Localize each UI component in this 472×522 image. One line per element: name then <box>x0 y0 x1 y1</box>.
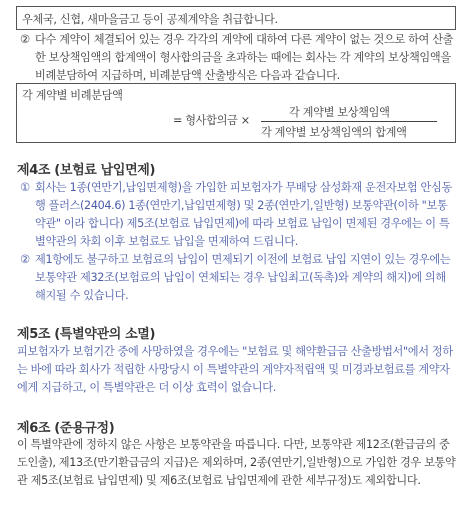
fraction-bar <box>261 121 437 122</box>
formula-denominator: 각 계약별 보상책임액의 합계액 <box>261 126 407 139</box>
formula-prefix: = 형사합의금 × <box>173 114 250 127</box>
note-box <box>16 6 456 30</box>
formula-box <box>16 83 456 143</box>
article-5-text: 피보험자가 보험기간 중에 사망하였을 경우에는 "보험료 및 해약환급금 산출방법서"에서 정하는 바에 따라 회사가 적립한 사망당시 이 특별약관의 계약자적립액 및 미경과보험료를 계약자에게 지급하고, 이 특별약관은 더 이상 효력이 없습니다. <box>17 345 453 394</box>
clause-text: 제1항에도 불구하고 보험료의 납입이 면제되기 이전에 보험료 납입 지연이 있는 경우에는 보통약관 제32조(보험료의 납입이 연체되는 경우 납입최고(독촉)와 계약의 해지)에 의해 해지될 수 있습니다. <box>35 253 451 302</box>
article-6-heading: 제6조 (준용규정) <box>17 421 115 436</box>
article-4-item-2 <box>20 251 454 305</box>
clause-number: ② <box>20 253 30 266</box>
clause-text: 회사는 1종(연만기,납입면제형)을 가입한 피보험자가 무배당 삼성화재 운전자보험 안심동행 플러스(2404.6) 1종(연만기,납입면제형) 및 2종(연만기,일반형) 보통약관(이하 "보통약관" 이라 합니다) 제5조(보험료 납입면제)에 따라 보험료 납입이 면제된 경우에는 이 특별약관의 차회 이후 보험료도 납입을 면제하여 드립니다. <box>35 181 452 248</box>
clause-item-2 <box>20 31 454 85</box>
clause-number: ① <box>20 181 30 194</box>
note-box-text: 우체국, 신협, 새마을금고 등이 공제계약을 취급합니다. <box>22 13 278 26</box>
article-4-heading: 제4조 (보험료 납입면제) <box>17 163 156 178</box>
clause-text: 다수 계약이 체결되어 있는 경우 각각의 계약에 대하여 다른 계약이 없는 것으로 하여 산출한 보상책임액의 합계액이 형사합의금을 초과하는 때에는 회사는 각 계약의 보상책임액을 비례분담하여 지급하며, 비례분담액 산출방식은 다음과 같습니다. <box>35 33 454 82</box>
clause-number: ② <box>20 33 30 46</box>
article-6-text: 이 특별약관에 정하지 않은 사항은 보통약관을 따릅니다. 다만, 보통약관 제12조(환급금의 중도인출), 제13조(만기환급금의 지급)은 제외하며, 2종(연만기,일반형)으로 가입한 경우 보통약관 제5조(보험료 납입면제) 및 제6조(보험료 납입면제에 관한 세부규정)도 제외합니다. <box>17 438 456 487</box>
formula-label: 각 계약별 비례분담액 <box>22 89 123 102</box>
article-4-item-1 <box>20 179 454 251</box>
article-5-heading: 제5조 (특별약관의 소멸) <box>17 327 156 342</box>
formula-numerator: 각 계약별 보상책임액 <box>289 106 390 119</box>
